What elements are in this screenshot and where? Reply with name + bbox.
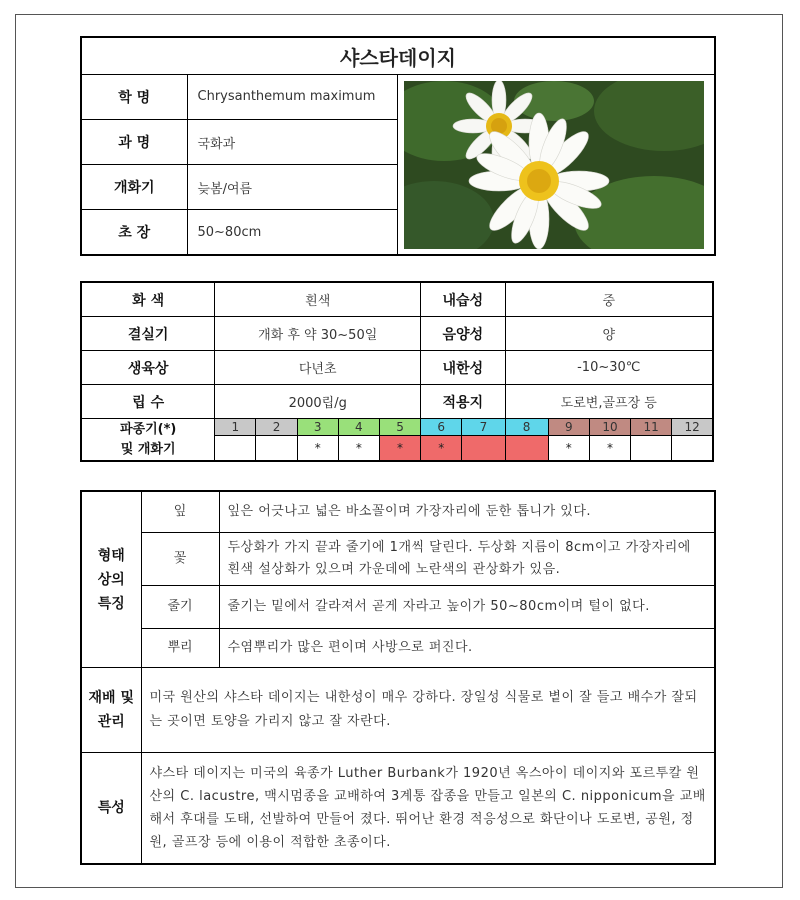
morphology-section-label: 형태 상의 특징	[81, 491, 141, 668]
scientific-name-label: 학 명	[81, 75, 187, 120]
sowing-mark-cell: *	[548, 436, 589, 462]
cultivation-label: 재배 및 관리	[81, 668, 141, 753]
feature-text: 샤스타 데이지는 미국의 육종가 Luther Burbank가 1920년 옥스아이 데이지와 포르투칼 원산의 C. lacustre, 맥시멈종을 교배하여 3계통 잡종을 만들고 일본의 C. nipponicum을 교배해서 후대를 도태, 선발하여 만들어 졌다. 뛰어난 환경 적응성으로 화단이나 도로변, 공원, 정원, 골프장 등에 이용이 적합한 초종이다.	[141, 753, 715, 865]
month-cell: 12	[672, 419, 713, 436]
flower-color-value: 흰색	[215, 282, 421, 317]
flower-label: 꽃	[141, 533, 219, 586]
sowing-mark-cell	[505, 436, 548, 462]
root-label: 뿌리	[141, 629, 219, 668]
family-label: 과 명	[81, 120, 187, 165]
sowing-mark-cell	[462, 436, 505, 462]
page-title: 샤스타데이지	[81, 37, 715, 75]
life-form-value: 다년초	[215, 351, 421, 385]
calendar-label	[81, 419, 215, 462]
flower-text: 두상화가 가지 끝과 줄기에 1개씩 달린다. 두상화 지름이 8cm이고 가장자리에 흰색 설상화가 있으며 가운데에 노란색의 관상화가 있음.	[219, 533, 715, 586]
month-cell: 5	[379, 419, 420, 436]
sowing-mark-cell	[256, 436, 297, 462]
bloom-season-label: 개화기	[81, 165, 187, 210]
month-cell: 1	[215, 419, 256, 436]
scientific-name-value: Chrysanthemum maximum	[187, 75, 397, 120]
sowing-mark-cell: *	[297, 436, 338, 462]
fruiting-period-label: 결실기	[81, 317, 215, 351]
stem-text: 줄기는 밑에서 갈라져서 곧게 자라고 높이가 50~80cm이며 털이 없다.	[219, 586, 715, 629]
calendar-label-line1: 파종기(*)	[119, 421, 177, 437]
month-cell: 9	[548, 419, 589, 436]
height-label: 초 장	[81, 210, 187, 256]
life-form-label: 생육상	[81, 351, 215, 385]
month-cell: 11	[631, 419, 672, 436]
cultivation-text: 미국 원산의 샤스타 데이지는 내한성이 매우 강하다. 장일성 식물로 볕이 잘 들고 배수가 잘되는 곳이면 토양을 가리지 않고 잘 자란다.	[141, 668, 715, 753]
description-table	[80, 490, 716, 865]
bloom-season-value: 늦봄/여름	[187, 165, 397, 210]
application-site-label: 적용지	[421, 385, 505, 419]
month-cell: 4	[338, 419, 379, 436]
sowing-mark-cell	[672, 436, 713, 462]
seed-count-value: 2000립/g	[215, 385, 421, 419]
month-cell: 6	[421, 419, 462, 436]
feature-label: 특성	[81, 753, 141, 865]
fruiting-period-value: 개화 후 약 30~50일	[215, 317, 421, 351]
photo-cell	[397, 75, 715, 256]
month-cell: 3	[297, 419, 338, 436]
moisture-tolerance-value: 중	[505, 282, 713, 317]
root-text: 수염뿌리가 많은 편이며 사방으로 퍼진다.	[219, 629, 715, 668]
leaf-text: 잎은 어긋나고 넓은 바소꼴이며 가장자리에 둔한 톱니가 있다.	[219, 491, 715, 533]
sowing-mark-cell: *	[338, 436, 379, 462]
sowing-mark-cell: *	[421, 436, 462, 462]
stem-label: 줄기	[141, 586, 219, 629]
sowing-mark-cell: *	[379, 436, 420, 462]
traits-table	[80, 281, 714, 462]
cold-tolerance-value: -10~30℃	[505, 351, 713, 385]
month-cell: 7	[462, 419, 505, 436]
shasta-daisy-photo	[404, 81, 704, 249]
application-site-value: 도로변,골프장 등	[505, 385, 713, 419]
sowing-mark-cell	[631, 436, 672, 462]
sowing-mark-cell: *	[589, 436, 630, 462]
month-cell: 8	[505, 419, 548, 436]
basic-info-table	[80, 36, 716, 256]
moisture-tolerance-label: 내습성	[421, 282, 505, 317]
shade-tolerance-value: 양	[505, 317, 713, 351]
family-value: 국화과	[187, 120, 397, 165]
flower-color-label: 화 색	[81, 282, 215, 317]
sowing-mark-cell	[215, 436, 256, 462]
seed-count-label: 립 수	[81, 385, 215, 419]
shade-tolerance-label: 음양성	[421, 317, 505, 351]
height-value: 50~80cm	[187, 210, 397, 256]
month-cell: 2	[256, 419, 297, 436]
leaf-label: 잎	[141, 491, 219, 533]
month-cell: 10	[589, 419, 630, 436]
calendar-label-line2: 및 개화기	[120, 441, 176, 457]
cold-tolerance-label: 내한성	[421, 351, 505, 385]
